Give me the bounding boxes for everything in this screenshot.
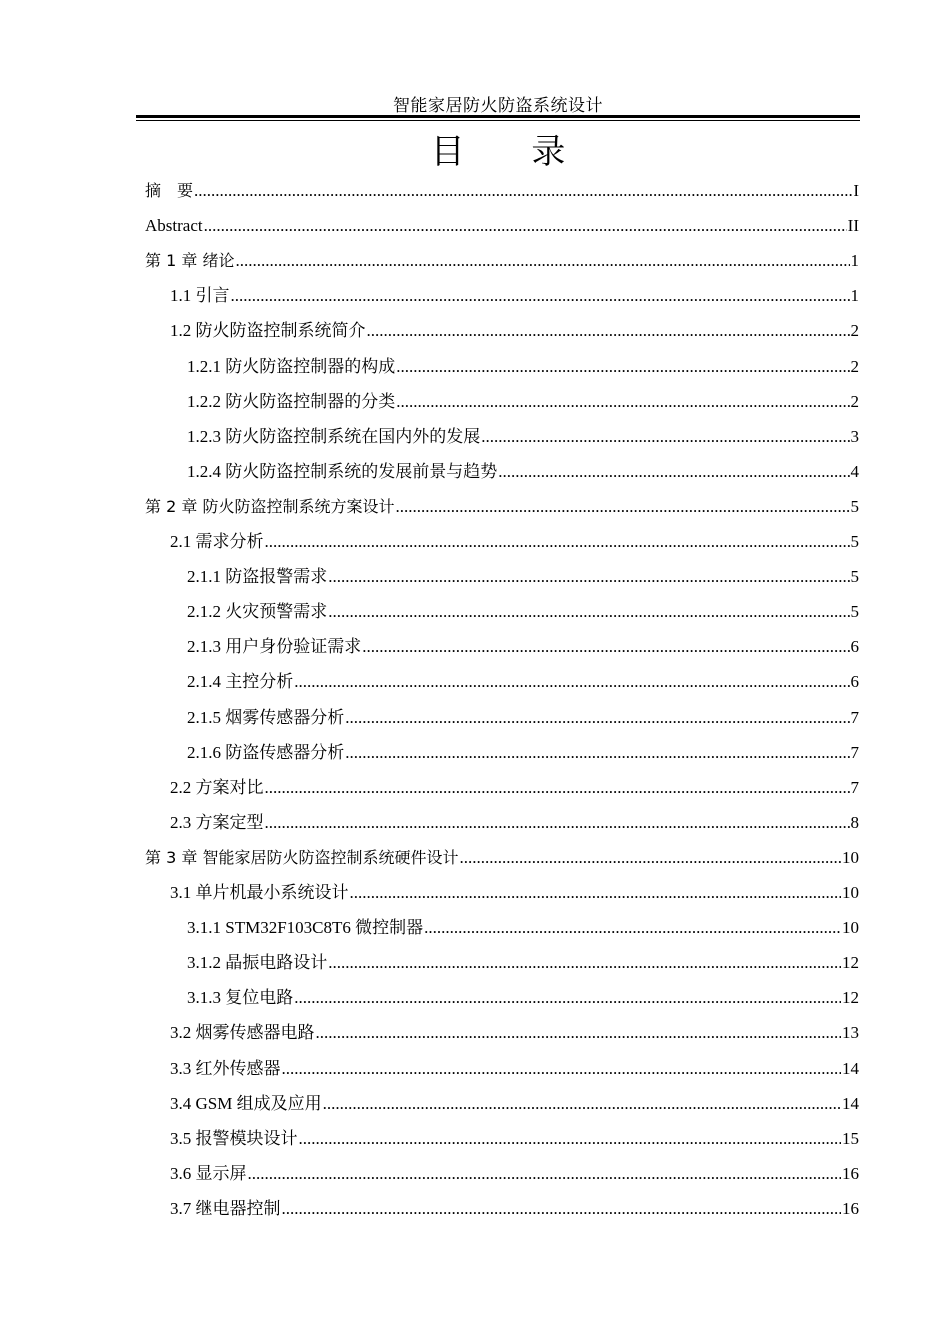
toc-entry[interactable] [170, 1093, 859, 1115]
toc-entry[interactable] [170, 1128, 859, 1150]
toc-dot-leader [367, 320, 850, 342]
toc-entry-page: 10 [842, 883, 859, 902]
toc-entry[interactable] [170, 882, 859, 904]
toc-dot-leader [265, 812, 850, 834]
toc-dot-leader [345, 707, 849, 729]
toc-entry[interactable] [187, 636, 859, 658]
toc-entry-label: 3.6 显示屏 [170, 1163, 247, 1183]
toc-entry-label: 第 3 章 智能家居防火防盗控制系统硬件设计 [145, 847, 459, 867]
toc-entry-label: 2.1.3 用户身份验证需求 [187, 637, 362, 657]
toc-entry[interactable] [170, 1163, 859, 1185]
toc-dot-leader [282, 1198, 842, 1220]
toc-entry-page: 12 [842, 953, 859, 973]
toc-entry[interactable] [187, 707, 859, 729]
toc-entry[interactable] [187, 391, 859, 413]
toc-entry-page: 7 [850, 707, 859, 727]
toc-entry-label: 2.1.2 火灾预警需求 [187, 602, 328, 622]
header-rule-thin [136, 120, 860, 121]
toc-dot-leader [328, 601, 849, 623]
toc-entry-label: 3.1.1 STM32F103C8T6 微控制器 [187, 918, 424, 938]
toc-dot-leader [294, 987, 841, 1009]
toc-entry-page: 2 [850, 356, 859, 376]
toc-entry-page: 14 [842, 1093, 859, 1113]
toc-entry-label: 第 2 章 防火防盗控制系统方案设计 [145, 496, 395, 516]
toc-entry-page: 1 [850, 286, 859, 306]
toc-dot-leader [396, 391, 849, 413]
toc-entry[interactable] [170, 320, 859, 342]
toc-entry-page: 5 [850, 602, 859, 622]
toc-entry[interactable] [145, 496, 859, 518]
toc-entry-label: 3.1 单片机最小系统设计 [170, 883, 349, 902]
toc-entry[interactable] [170, 812, 859, 834]
toc-entry-label: 3.2 烟雾传感器电路 [170, 1023, 315, 1043]
toc-entry-label: 第 1 章 绪论 [145, 251, 235, 271]
toc-entry[interactable] [170, 531, 859, 553]
toc-dot-leader [265, 777, 850, 799]
toc-dot-leader [424, 917, 841, 939]
toc-dot-leader [316, 1022, 842, 1044]
toc-entry-page: 6 [850, 672, 859, 692]
toc-entry-label: 2.1.5 烟雾传感器分析 [187, 707, 345, 727]
toc-entry-label: 2.2 方案对比 [170, 777, 264, 797]
toc-entry-label: 3.5 报警模块设计 [170, 1128, 298, 1148]
toc-entry-label: 摘 要 [145, 181, 194, 200]
toc-entry-label: 1.2 防火防盗控制系统简介 [170, 321, 366, 341]
toc-entry-page: 16 [842, 1198, 859, 1218]
toc-entry[interactable] [187, 601, 859, 623]
toc-dot-leader [235, 250, 849, 272]
toc-entry-page: 14 [842, 1058, 859, 1078]
toc-entry[interactable] [187, 917, 859, 939]
toc-dot-leader [294, 671, 849, 693]
toc-entry-label: 3.4 GSM 组成及应用 [170, 1093, 322, 1113]
toc-entry-label: 2.1.1 防盗报警需求 [187, 567, 328, 587]
toc-entry-label: 1.2.2 防火防盗控制器的分类 [187, 391, 396, 411]
toc-dot-leader [328, 566, 849, 588]
toc-entry[interactable] [187, 566, 859, 588]
toc-entry-page: 13 [842, 1023, 859, 1043]
toc-entry[interactable] [187, 952, 859, 974]
toc-entry[interactable] [170, 1198, 859, 1220]
toc-entry-page: 5 [850, 567, 859, 587]
toc-entry-label: Abstract [145, 216, 203, 236]
toc-dot-leader [481, 426, 849, 448]
toc-entry-page: 12 [842, 988, 859, 1008]
toc-dot-leader [265, 531, 850, 553]
toc-dot-leader [194, 180, 852, 202]
toc-entry[interactable] [145, 180, 859, 202]
toc-dot-leader [498, 461, 849, 483]
toc-dot-leader [299, 1128, 842, 1150]
toc-title: 目 录 [430, 132, 594, 172]
toc-entry-page: 8 [850, 812, 859, 832]
toc-entry-page: 10 [842, 918, 859, 938]
toc-entry-label: 1.2.1 防火防盗控制器的构成 [187, 356, 396, 376]
toc-entry-page: 16 [842, 1163, 859, 1183]
toc-entry-page: 3 [850, 426, 859, 446]
toc-entry-label: 1.2.3 防火防盗控制系统在国内外的发展 [187, 426, 481, 446]
toc-dot-leader [248, 1163, 842, 1185]
toc-entry[interactable] [187, 426, 859, 448]
toc-entry-page: II [847, 216, 859, 236]
toc-entry-page: I [853, 181, 859, 200]
toc-entry-label: 1.2.4 防火防盗控制系统的发展前景与趋势 [187, 461, 498, 481]
toc-dot-leader [362, 636, 849, 658]
toc-dot-leader [395, 496, 849, 518]
toc-entry-page: 7 [850, 777, 859, 797]
toc-entry-label: 2.3 方案定型 [170, 812, 264, 832]
toc-entry-page: 2 [850, 391, 859, 411]
toc-dot-leader [328, 952, 841, 974]
page-header: 智能家居防火防盗系统设计 [393, 96, 603, 115]
toc-dot-leader [396, 356, 849, 378]
toc-entry[interactable] [170, 777, 859, 799]
toc-entry[interactable] [187, 356, 859, 378]
toc-entry[interactable] [145, 215, 859, 237]
toc-entry[interactable] [187, 987, 859, 1009]
toc-entry[interactable] [187, 671, 859, 693]
toc-dot-leader [231, 285, 850, 307]
toc-entry-page: 5 [850, 532, 859, 551]
toc-entry-page: 2 [850, 321, 859, 341]
toc-entry[interactable] [170, 285, 859, 307]
toc-entry[interactable] [145, 250, 859, 272]
toc-entry[interactable] [187, 742, 859, 764]
toc-entry-label: 2.1 需求分析 [170, 532, 264, 551]
toc-dot-leader [459, 847, 841, 869]
toc-entry-label: 3.1.2 晶振电路设计 [187, 953, 328, 973]
toc-entry[interactable] [170, 1022, 859, 1044]
toc-entry-label: 2.1.6 防盗传感器分析 [187, 742, 345, 762]
toc-dot-leader [323, 1093, 841, 1115]
toc-entry-page: 6 [850, 637, 859, 657]
toc-dot-leader [345, 742, 849, 764]
toc-entry-label: 3.3 红外传感器 [170, 1058, 281, 1078]
toc-entry-label: 3.1.3 复位电路 [187, 988, 294, 1008]
toc-entry[interactable] [187, 461, 859, 483]
toc-entry-label: 1.1 引言 [170, 286, 230, 306]
toc-dot-leader [204, 215, 847, 237]
header-rule-thick [136, 115, 860, 118]
toc-entry-page: 1 [850, 251, 859, 271]
toc-dot-leader [350, 882, 842, 904]
toc-entry[interactable] [170, 1058, 859, 1080]
toc-entry-label: 3.7 继电器控制 [170, 1198, 281, 1218]
toc-entry-page: 10 [842, 847, 859, 867]
toc-entry-page: 7 [850, 742, 859, 762]
toc-entry-label: 2.1.4 主控分析 [187, 672, 294, 692]
toc-entry-page: 5 [850, 496, 859, 516]
toc-entry-page: 15 [842, 1128, 859, 1148]
toc-dot-leader [282, 1058, 842, 1080]
toc-entry[interactable] [145, 847, 859, 869]
toc-entry-page: 4 [850, 461, 859, 481]
